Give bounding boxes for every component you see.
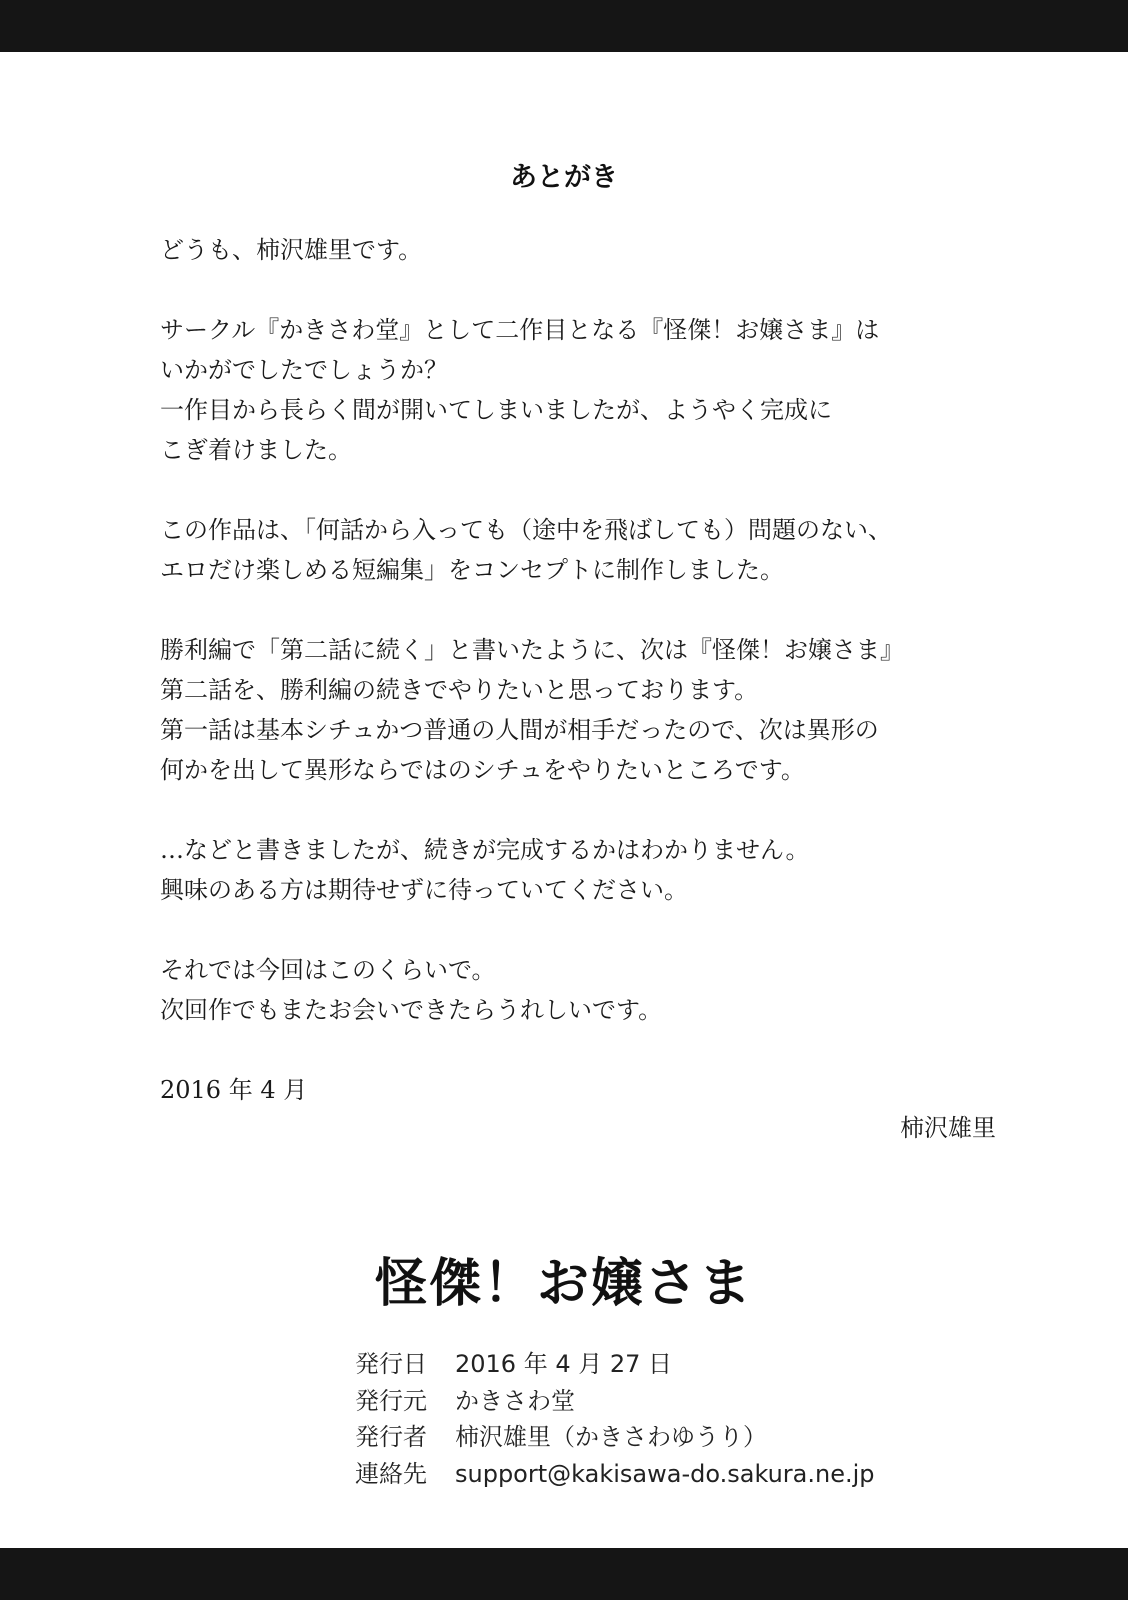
- afterword-body: [160, 230, 1020, 1110]
- text-line: 勝利編で「第二話に続く」と書いたように、次は『怪傑！お嬢さま』: [160, 636, 904, 664]
- text-line: いかがでしたでしょうか？: [160, 356, 448, 384]
- author-signature: 柿沢雄里: [900, 1114, 996, 1142]
- colophon-label: 発行日: [355, 1350, 427, 1378]
- text-line: 興味のある方は期待せずに待っていてください。: [160, 876, 688, 904]
- afterword-heading: あとがき: [510, 162, 618, 193]
- colophon-row-contact: [355, 1456, 875, 1493]
- colophon-row-author: [355, 1419, 875, 1456]
- colophon-value: 柿沢雄里（かきさわゆうり）: [455, 1423, 767, 1451]
- text-line: エロだけ楽しめる短編集」をコンセプトに制作しました。: [160, 556, 784, 584]
- date-line: 2016 年 4 月: [160, 1076, 308, 1104]
- text-line: どうも、柿沢雄里です。: [160, 236, 423, 264]
- text-line: 次回作でもまたお会いできたらうれしいです。: [160, 996, 663, 1024]
- colophon-label: 発行者: [355, 1423, 427, 1451]
- book-title: 怪傑！お嬢さま: [374, 1254, 753, 1314]
- text-line: この作品は、「何話から入っても（途中を飛ばしても）問題のない、: [160, 516, 892, 544]
- colophon-row-release-date: [355, 1346, 875, 1383]
- text-line: 何かを出して異形ならではのシチュをやりたいところです。: [160, 756, 805, 784]
- text-line: …などと書きましたが、続きが完成するかはわかりません。: [160, 836, 810, 864]
- colophon-value: 2016 年 4 月 27 日: [455, 1350, 673, 1378]
- colophon-label: 連絡先: [355, 1459, 427, 1488]
- paragraph: [160, 310, 1020, 470]
- colophon-row-publisher: [355, 1383, 875, 1420]
- colophon-table: [355, 1346, 875, 1492]
- top-border-bar: [0, 0, 1128, 52]
- paragraph: [160, 950, 1020, 1030]
- text-line: 一作目から長らく間が開いてしまいましたが、ようやく完成に: [160, 396, 832, 424]
- paragraph: [160, 230, 1020, 270]
- text-line: それでは今回はこのくらいで。: [160, 956, 496, 984]
- paragraph: [160, 830, 1020, 910]
- text-line: 第一話は基本シチュかつ普通の人間が相手だったので、次は異形の: [160, 716, 879, 744]
- colophon-label: 発行元: [355, 1386, 427, 1415]
- colophon-value: かきさわ堂: [455, 1386, 575, 1415]
- bottom-border-bar: [0, 1548, 1128, 1600]
- contact-email: support@kakisawa-do.sakura.ne.jp: [455, 1459, 875, 1488]
- paragraph: [160, 630, 1020, 790]
- text-line: 第二話を、勝利編の続きでやりたいと思っております。: [160, 676, 759, 704]
- text-line: サークル『かきさわ堂』として二作目となる『怪傑！お嬢さま』は: [160, 316, 880, 344]
- text-line: こぎ着けました。: [160, 436, 352, 464]
- paragraph: [160, 510, 1020, 590]
